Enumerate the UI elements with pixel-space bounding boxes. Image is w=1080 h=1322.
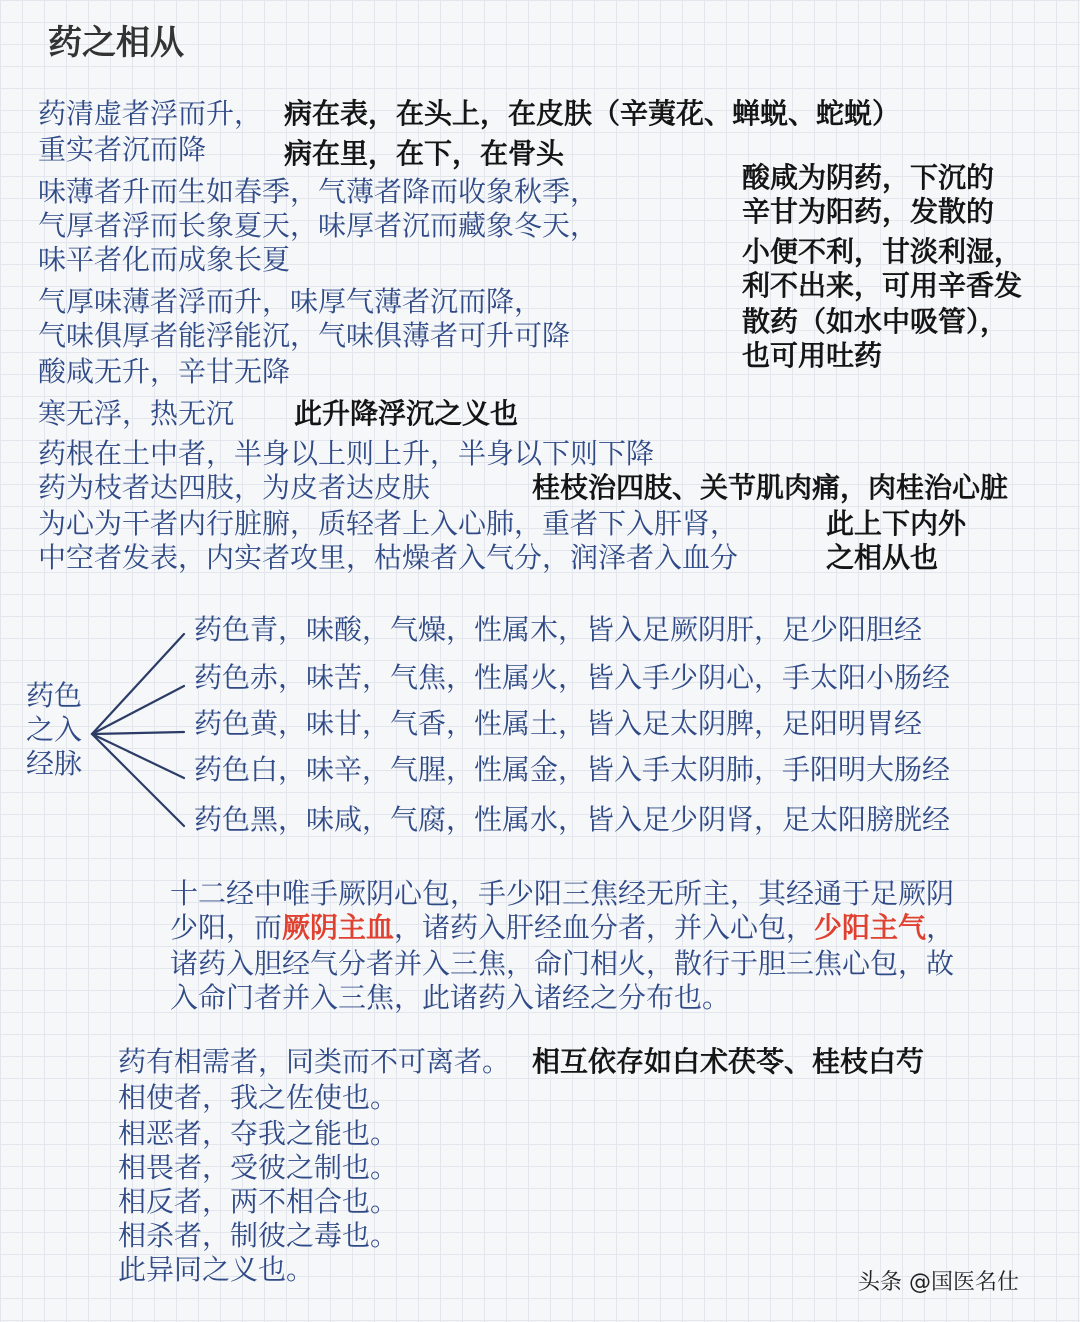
relation-line: 相恶者，夺我之能也。 <box>118 1117 399 1150</box>
meridian-item-green: 药色青，味酸，气燥，性属木，皆入足厥阴肝，足少阳胆经 <box>194 613 923 646</box>
fan-line <box>92 732 184 734</box>
side-note-line: 酸咸为阴药，下沉的 <box>742 161 995 194</box>
line-branch: 药为枝者达四肢，为皮者达皮肤 <box>38 471 431 504</box>
paragraph-line: 诸药入胆经气分者并入三焦，命门相火，散行于胆三焦心包，故 <box>170 947 955 980</box>
side-note-line: 利不出来，可用辛香发 <box>742 269 1023 302</box>
meridian-item-white: 药色白，味辛，气腥，性属金，皆入手太阴肺，手阳明大肠经 <box>194 753 951 786</box>
relation-line: 相畏者，受彼之制也。 <box>118 1151 399 1184</box>
relation-mutual-need: 药有相需者，同类而不可离者。 <box>118 1045 511 1078</box>
line-taste-late-summer: 味平者化而成象长夏 <box>38 243 291 276</box>
meridian-item-black: 药色黑，味咸，气腐，性属水，皆入足少阴肾，足太阳膀胱经 <box>194 803 951 836</box>
note-rise-fall: 此升降浮沉之义也 <box>294 397 519 430</box>
line-root: 药根在土中者，半身以上则上升，半身以下则下降 <box>38 437 655 470</box>
paragraph-line: 少阳，而厥阴主血，诸药入肝经血分者，并入心包，少阳主气， <box>170 911 955 944</box>
relation-line: 此异同之义也。 <box>118 1253 315 1286</box>
highlight-jueyin-blood: 厥阴主血 <box>282 911 395 944</box>
side-note-line: 小便不利，甘淡利湿， <box>742 235 1023 268</box>
meridian-label: 药色 <box>26 679 83 712</box>
fan-line <box>92 686 184 734</box>
meridian-item-red: 药色赤，味苦，气焦，性属火，皆入手少阴心，手太阳小肠经 <box>194 661 951 694</box>
line-sour-salty: 酸咸无升，辛甘无降 <box>38 355 291 388</box>
fan-line <box>92 634 184 734</box>
paragraph-line: 十二经中唯手厥阴心包，手少阳三焦经无所主，其经通于足厥阴 <box>170 877 955 910</box>
relation-line: 相使者，我之佐使也。 <box>118 1081 399 1114</box>
side-note-line: 也可用吐药 <box>742 339 883 372</box>
side-note-line: 散药（如水中吸管）， <box>742 305 1009 338</box>
fan-line <box>92 734 184 778</box>
page-title: 药之相从 <box>48 23 184 63</box>
note-interior-disease: 病在里，在下，在骨头 <box>284 137 565 170</box>
paragraph-line: 入命门者并入三焦，此诸药入诸经之分布也。 <box>170 981 731 1014</box>
watermark: 头条 @国医名仕 <box>858 1270 1019 1295</box>
line-cold-hot: 寒无浮，热无沉 <box>38 397 235 430</box>
meridian-label: 经脉 <box>26 747 83 780</box>
line-qi-thick: 气厚味薄者浮而升，味厚气薄者沉而降， <box>38 285 543 318</box>
line-heart-trunk: 为心为干者内行脏腑，质轻者上入心肺，重者下入肝肾， <box>38 507 739 540</box>
relation-line: 相反者，两不相合也。 <box>118 1185 399 1218</box>
line-qi-summer: 气厚者浮而长象夏天，味厚者沉而藏象冬天， <box>38 209 599 242</box>
note-mutual-follow: 之相从也 <box>826 541 939 574</box>
fan-line <box>92 734 184 826</box>
line-taste-spring: 味薄者升而生如春季，气薄者降而收象秋季， <box>38 175 599 208</box>
meridian-label: 之入 <box>26 713 83 746</box>
line-drug-light: 药清虚者浮而升， <box>38 97 263 130</box>
side-note-line: 辛甘为阳药，发散的 <box>742 195 995 228</box>
meridian-item-yellow: 药色黄，味甘，气香，性属土，皆入足太阴脾，足阳明胃经 <box>194 707 923 740</box>
relation-line: 相杀者，制彼之毒也。 <box>118 1219 399 1252</box>
line-hollow-solid: 中空者发表，内实者攻里，枯燥者入气分，润泽者入血分 <box>38 541 739 574</box>
highlight-shaoyang-qi: 少阳主气 <box>814 911 927 944</box>
note-mutual-dependence: 相互依存如白术茯苓、桂枝白芍 <box>532 1045 925 1078</box>
note-inside-outside: 此上下内外 <box>826 507 967 540</box>
line-drug-heavy: 重实者沉而降 <box>38 133 207 166</box>
line-qi-both: 气味俱厚者能浮能沉，气味俱薄者可升可降 <box>38 319 571 352</box>
note-surface-disease: 病在表，在头上，在皮肤（辛荑花、蝉蜕、蛇蜕） <box>284 97 901 130</box>
note-cinnamon: 桂枝治四肢、关节肌肉痛，肉桂治心脏 <box>532 471 1009 504</box>
